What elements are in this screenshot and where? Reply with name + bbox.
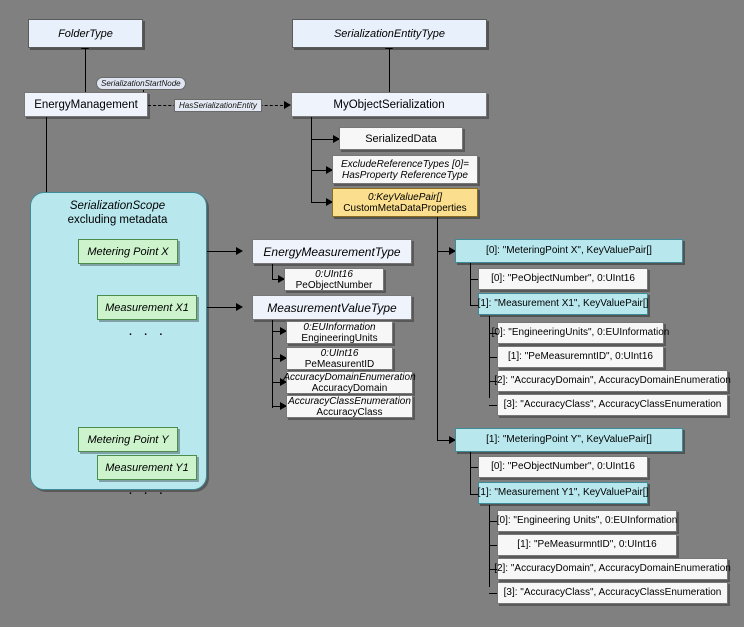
edge-kvpx-m1-ac: [489, 405, 497, 406]
node-accuracyclass[interactable]: AccuracyClassEnumeration AccuracyClass: [286, 395, 413, 418]
scope-title-line1: SerializationScope: [69, 200, 166, 212]
kvp-x-item-0[interactable]: [0]: "PeObjectNumber", 0:UInt16: [478, 268, 648, 290]
kvp-y-sub-2[interactable]: [2]: "AccuracyDomain", AccuracyDomainEnumeration: [497, 558, 728, 580]
scope-title-line2: excluding metadata: [67, 214, 168, 226]
kvp-x-sub-1[interactable]: [1]: "PeMeasuremntID", 0:UInt16: [497, 346, 664, 368]
edge-kvpy-sub: [470, 451, 471, 494]
scope-title: [30, 199, 205, 227]
kvp-y-item-0[interactable]: [0]: "PeObjectNumber", 0:UInt16: [478, 456, 648, 478]
kvp-y-sub-3[interactable]: [3]: "AccuracyClass", AccuracyClassEnumeration: [497, 582, 728, 604]
node-peobjectnumber[interactable]: 0:UInt16 PeObjectNumber: [284, 268, 384, 291]
kvp-y-root[interactable]: [1]: "MeteringPoint Y", KeyValuePair[]: [455, 428, 683, 452]
node-engineeringunits[interactable]: 0:EUInformation EngineeringUnits: [286, 321, 393, 344]
edge-kvpy-m1-sub: [489, 505, 490, 587]
node-pemeasurementid[interactable]: 0:UInt16 PeMeasurentID: [286, 347, 393, 370]
kvp-x-sub-0[interactable]: [0]: "EngineeringUnits", 0:EUInformation: [497, 322, 664, 344]
kvp-x-sub-2[interactable]: [2]: "AccuracyDomain", AccuracyDomainEnumeration: [497, 370, 728, 392]
node-custommetadataproperties[interactable]: 0:KeyValuePair[] CustomMetaDataProperties: [332, 188, 478, 217]
edge-myobject-children: [311, 116, 312, 202]
node-measurementy1[interactable]: Measurement Y1: [97, 455, 197, 480]
arrowhead-energymeasurementtype: [236, 247, 243, 255]
edge-kvpy-m1-ac: [489, 593, 497, 594]
edge-kvpx-m1-id: [489, 357, 497, 358]
edge-kvpy-m1-id: [489, 545, 497, 546]
kvp-x-root[interactable]: [0]: "MeteringPoint X", KeyValuePair[]: [455, 239, 683, 263]
kvp-x-item-1[interactable]: [1]: "Measurement X1", KeyValuePair[]: [478, 293, 648, 315]
node-serializationentitytype[interactable]: SerializationEntityType: [292, 19, 487, 48]
edge-energymanagement-foldertype: [85, 48, 86, 98]
kvp-y-sub-0[interactable]: [0]: "Engineering Units", 0:EUInformation: [497, 510, 677, 532]
edge-mx1-measurementvaluetype: [202, 307, 238, 308]
node-foldertype[interactable]: FolderType: [28, 19, 143, 48]
node-measurementvaluetype[interactable]: MeasurementValueType: [252, 295, 412, 320]
label-serializationstartnode: SerializationStartNode: [96, 77, 186, 90]
kvp-y-sub-1[interactable]: [1]: "PeMeasurmntID", 0:UInt16: [497, 534, 677, 556]
edge-custommeta-kvps: [437, 202, 438, 440]
ellipsis-y: · · ·: [128, 484, 167, 501]
node-accuracydomain[interactable]: AccuracyDomainEnumeration AccuracyDomain: [283, 371, 416, 394]
kvp-x-sub-3[interactable]: [3]: "AccuracyClass", AccuracyClassEnumeration: [497, 394, 728, 416]
label-hasserializationentity: HasSerializationEntity: [174, 99, 262, 112]
edge-myobject-serializationentitytype: [389, 48, 390, 93]
node-excludereferencetypes[interactable]: ExcludeReferenceTypes [0]= HasProperty ReferenceType: [332, 155, 478, 184]
arrowhead-measurementvaluetype: [236, 303, 243, 311]
kvp-y-item-1[interactable]: [1]: "Measurement Y1", KeyValuePair[]: [478, 482, 648, 504]
edge-kvpx-sub: [470, 262, 471, 305]
node-energymanagement[interactable]: EnergyManagement: [24, 92, 148, 117]
node-energymeasurementtype[interactable]: EnergyMeasurementType: [252, 239, 412, 264]
node-meteringpointx[interactable]: Metering Point X: [78, 239, 178, 264]
edge-emt-peobjectnumber: [272, 262, 273, 279]
node-meteringpointy[interactable]: Metering Point Y: [78, 427, 178, 452]
ellipsis-x: · · ·: [128, 325, 167, 342]
node-measurementx1[interactable]: Measurement X1: [97, 295, 197, 320]
node-myobjectserialization[interactable]: MyObjectSerialization: [291, 92, 487, 117]
edge-kvpx-peobj: [470, 279, 478, 280]
node-serializeddata[interactable]: SerializedData: [339, 127, 463, 150]
edge-kvpy-peobj: [470, 467, 478, 468]
arrowhead-hasserializationentity: [284, 101, 291, 109]
